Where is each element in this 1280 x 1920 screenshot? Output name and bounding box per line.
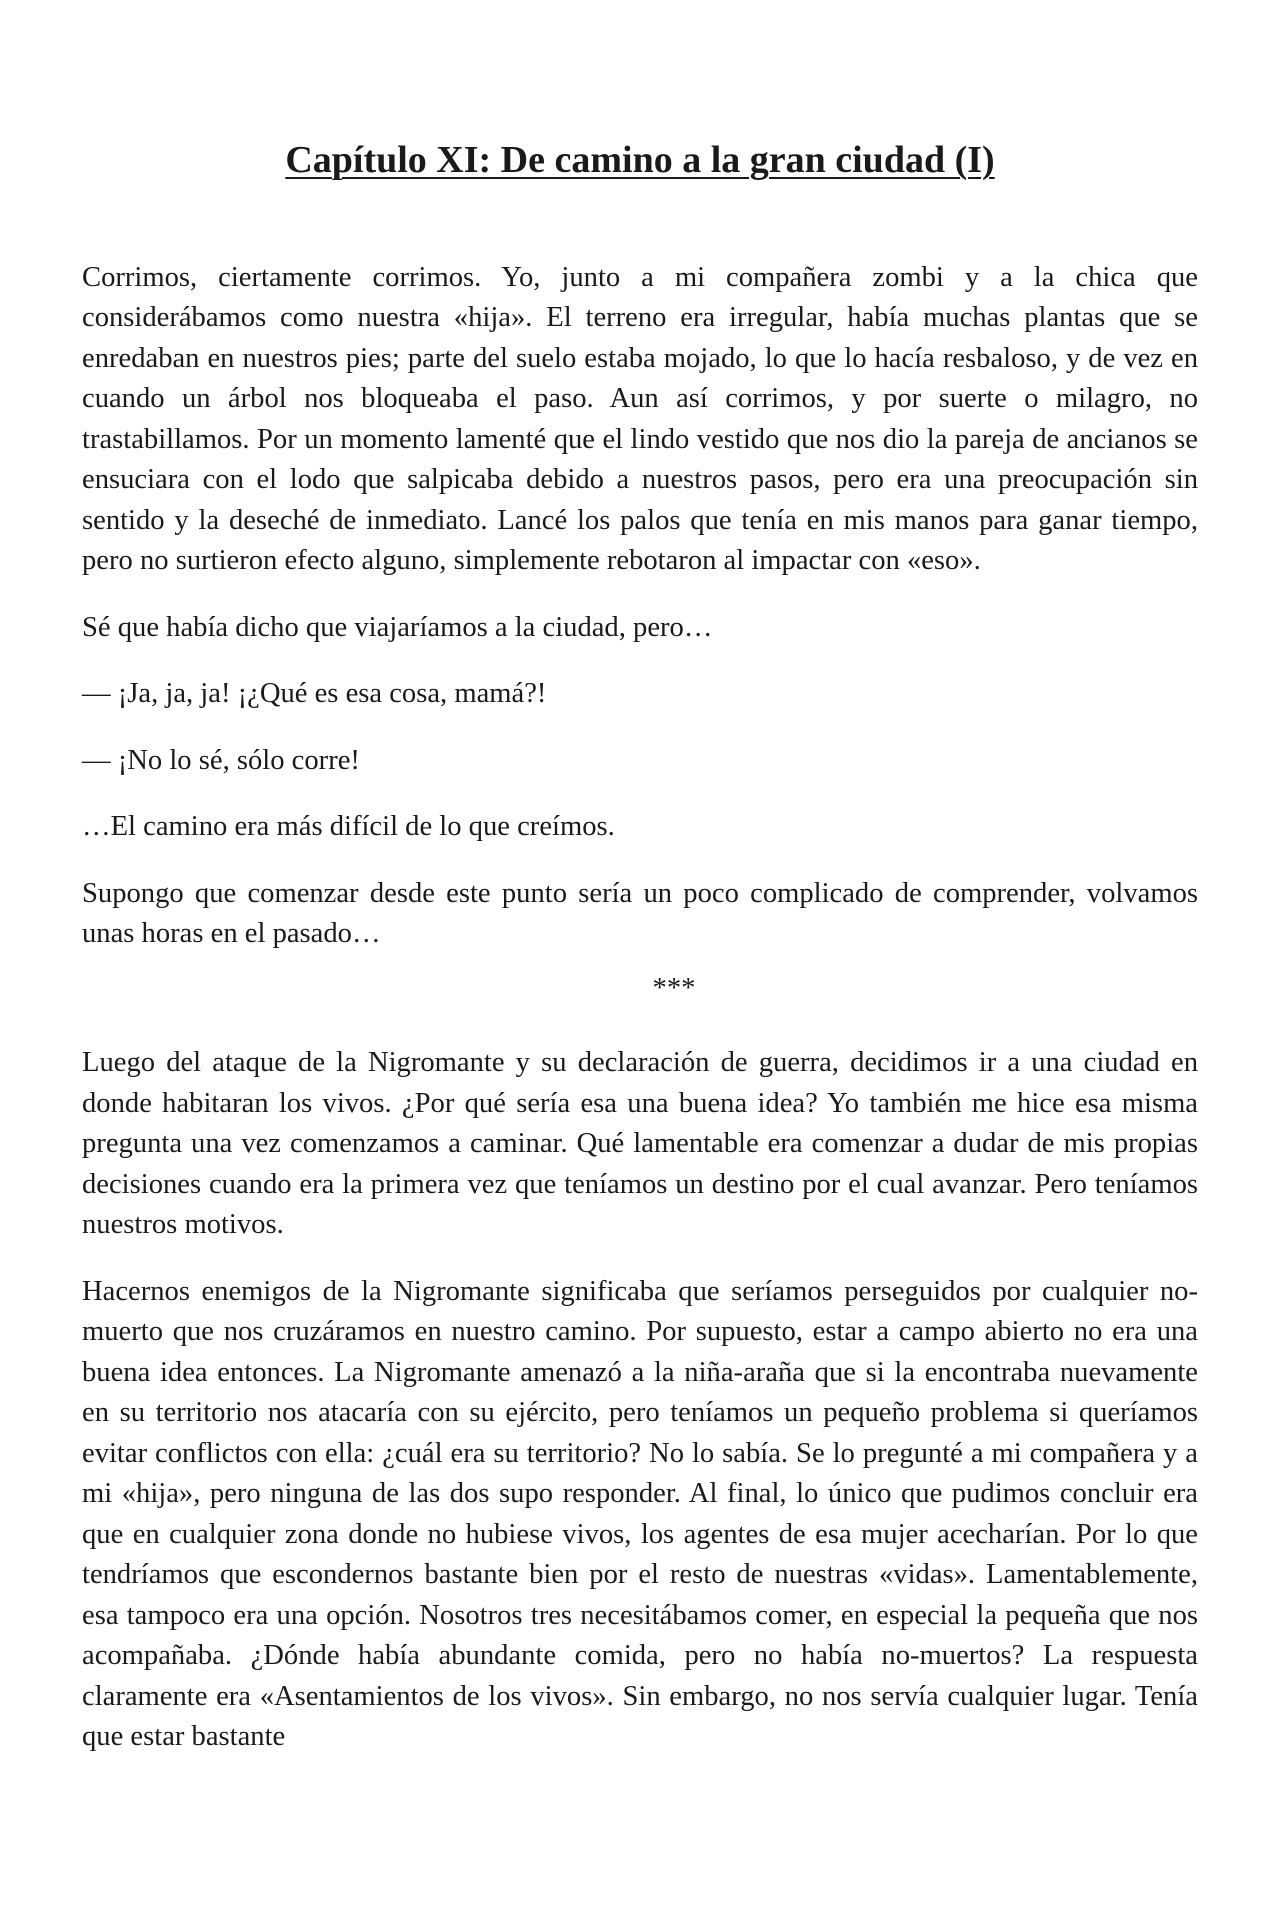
scene-separator: *** [652, 972, 696, 1004]
dialogue-line-mother: — ¡No lo sé, sólo corre! [82, 744, 360, 776]
paragraph-enemies: Hacernos enemigos de la Nigromante significaba que seríamos perseguidos por cualquier no-muerto que nos cruzáramos en nuestro camino. Por supuesto, estar a campo abierto no era una buena idea entonces. La Nigromante amenazó a la niña-araña que si la encontraba nuevamente en su territorio nos atacaría con su ejército, pero teníamos un pequeño problema si queríamos evitar conflictos con ella: ¿cuál era su territorio? No lo sabía. Se lo pregunté a mi compañera y a mi «hija», pero ninguna de las dos supo responder. Al final, lo único que pudimos concluir era que en cualquier zona donde no hubiese vivos, los agentes de esa mujer acecharían. Por lo que tendríamos que escondernos bastante bien por el resto de nuestras «vidas». Lamentablemente, esa tampoco era una opción. Nosotros tres necesitábamos comer, en especial la pequeña que nos acompañaba. ¿Dónde había abundante comida, pero no había no-muertos? La respuesta claramente era «Asentamientos de los vivos». Sin embargo, no nos servía cualquier lugar. Tenía que estar bastante [82, 1275, 1198, 1753]
paragraph-flashback: Supongo que comenzar desde este punto sería un poco complicado de comprender, volvamos unas horas en el pasado… [82, 877, 1198, 950]
paragraph-decision: Luego del ataque de la Nigromante y su declaración de guerra, decidimos ir a una ciudad en donde habitaran los vivos. ¿Por qué sería esa una buena idea? Yo también me hice esa misma pregunta una vez comenzamos a caminar. Qué lamentable era comenzar a dudar de mis propias decisiones cuando era la primera vez que teníamos un destino por el cual avanzar. Pero teníamos nuestros motivos. [82, 1047, 1198, 1241]
chapter-title: Capítulo XI: De camino a la gran ciudad (I) [285, 139, 995, 181]
paragraph-hard-road: …El camino era más difícil de lo que creímos. [82, 811, 615, 843]
paragraph-city-trip: Sé que había dicho que viajaríamos a la ciudad, pero… [82, 611, 713, 643]
dialogue-line-daughter: — ¡Ja, ja, ja! ¡¿Qué es esa cosa, mamá?! [82, 678, 547, 710]
paragraph-opening: Corrimos, ciertamente corrimos. Yo, junto a mi compañera zombi y a la chica que considerábamos como nuestra «hija». El terreno era irregular, había muchas plantas que se enredaban en nuestros pies; parte del suelo estaba mojado, lo que lo hacía resbaloso, y de vez en cuando un árbol nos bloqueaba el paso. Aun así corrimos, y por suerte o milagro, no trastabillamos. Por un momento lamenté que el lindo vestido que nos dio la pareja de ancianos se ensuciara con el lodo que salpicaba debido a nuestros pasos, pero era una preocupación sin sentido y la deseché de inmediato. Lancé los palos que tenía en mis manos para ganar tiempo, pero no surtieron efecto alguno, simplemente rebotaron al impactar con «eso». [82, 261, 1198, 577]
